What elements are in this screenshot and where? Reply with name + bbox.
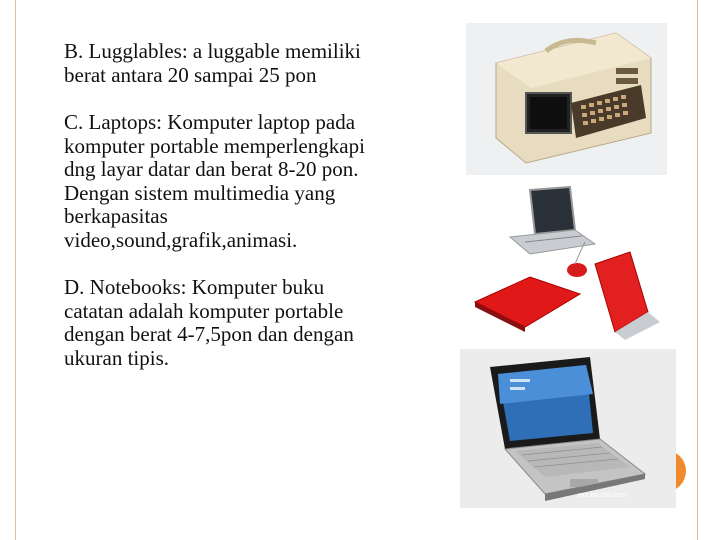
paragraph-laptops: C. Laptops: Komputer laptop pada komputer portable memperlengkapi dng layar datar dan berat 8-20 pon. Dengan sistem multimedia yang berkapasitas video,sound,grafik,animasi. [64, 110, 365, 252]
laptops-image [470, 182, 665, 342]
paragraph-luggable: B. Lugglables: a luggable memiliki berat antara 20 sampai 25 pon [64, 39, 361, 87]
laptops-illustration [470, 182, 665, 342]
notebook-image [460, 349, 676, 508]
luggable-computer-illustration [466, 23, 667, 175]
text-column [64, 40, 424, 394]
watermark-text: xxx.bo.ooo.com [578, 492, 628, 499]
luggable-computer-image [466, 23, 667, 175]
right-border-line [697, 0, 698, 540]
left-border-line [15, 0, 16, 540]
notebook-illustration [460, 349, 676, 508]
paragraph-notebooks: D. Notebooks: Komputer buku catatan adalah komputer portable dengan berat 4-7,5pon dan dengan ukuran tipis. [64, 275, 354, 370]
